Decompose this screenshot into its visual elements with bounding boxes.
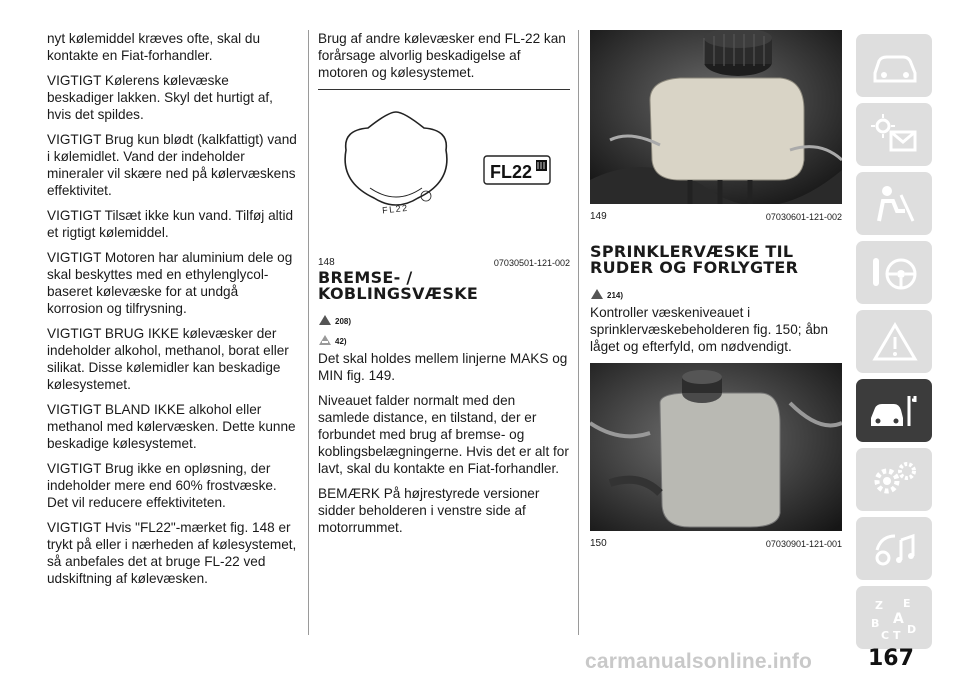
tab-index[interactable]	[856, 586, 932, 649]
figure-code: 07030901-121-001	[765, 538, 842, 549]
safety-airbag-icon	[867, 181, 921, 227]
column-divider	[578, 30, 579, 635]
paragraph: VIGTIGT Brug kun blødt (kalkfattigt) vand i kølemidlet. Vand der indeholder mineraler vil skære ned på kølervæskens effektivitet.	[47, 132, 297, 198]
paragraph: Brug af andre kølevæsker end FL-22 kan forårsage alvorlig beskadigelse af motoren og kølesystemet.	[318, 31, 566, 80]
figure-150	[590, 363, 842, 549]
paragraph: Niveauet falder normalt med den samlede distance, en tilstand, der er forbundet med brug af bremse- og koblingsbelægningerne. Hvis det er alt for lavt, skal du kontakte en Fiat-forhandler.	[318, 393, 569, 476]
svg-text:C: C	[881, 628, 890, 641]
paragraph: VIGTIGT Brug ikke en opløsning, der indeholder mere end 60% frostvæske. Det vil reducere effektiviteten.	[47, 461, 277, 510]
tab-warning-lights[interactable]	[856, 103, 932, 166]
figure-caption	[318, 257, 570, 268]
tab-safety[interactable]	[856, 172, 932, 235]
steering-key-icon	[867, 250, 921, 296]
watermark: carmanualsonline.info	[585, 650, 813, 673]
tab-car-dashboard[interactable]	[856, 34, 932, 97]
brake-fluid-reservoir-photo	[590, 30, 842, 204]
paragraph: nyt kølemiddel kræves ofte, skal du kontakte en Fiat-forhandler.	[47, 31, 261, 63]
section-heading: SPRINKLERVÆSKE TIL RUDER OG FORLYGTER	[590, 242, 799, 277]
caution-ref: 42)	[318, 330, 570, 346]
figure-code: 07030501-121-002	[493, 257, 570, 268]
section-heading: BREMSE- / KOBLINGSVÆSKE	[318, 268, 479, 303]
car-maintenance-icon	[867, 388, 921, 434]
paragraph: VIGTIGT Kølerens kølevæske beskadiger lakken. Skyl det hurtigt af, hvis det spildes.	[47, 73, 273, 122]
figure-caption	[590, 211, 842, 222]
page-number: 167	[868, 646, 914, 671]
fl22-badge: FL22	[490, 162, 533, 182]
figure-148	[318, 90, 570, 268]
index-letters-icon	[867, 595, 921, 641]
cap-label: FL22	[381, 202, 410, 216]
figure-number: 148	[318, 257, 335, 268]
tab-starting-driving[interactable]	[856, 241, 932, 304]
tab-emergency[interactable]	[856, 310, 932, 373]
paragraph: VIGTIGT Tilsæt ikke kun vand. Tilføj altid et rigtigt kølemiddel.	[47, 208, 294, 240]
figure-number: 150	[590, 538, 607, 549]
tab-multimedia[interactable]	[856, 517, 932, 580]
chapter-sidebar	[856, 34, 932, 655]
figure-149	[590, 30, 842, 222]
middle-column	[318, 30, 570, 544]
tab-maintenance-care[interactable]	[856, 379, 932, 442]
caution-car-icon	[318, 334, 332, 346]
coolant-cap-illustration	[318, 90, 570, 250]
svg-text:D: D	[907, 622, 917, 636]
left-column	[47, 30, 297, 595]
figure-code: 07030601-121-002	[765, 211, 842, 222]
multimedia-icon	[867, 526, 921, 572]
technical-specs-gears-icon	[867, 457, 921, 503]
svg-text:T: T	[893, 628, 901, 641]
car-dashboard-icon	[867, 43, 921, 89]
washer-fluid-reservoir-photo	[590, 363, 842, 531]
paragraph: BEMÆRK På højrestyrede versioner sidder beholderen i venstre side af motorrummet.	[318, 486, 540, 535]
tab-technical-specs[interactable]	[856, 448, 932, 511]
paragraph: VIGTIGT BRUG IKKE kølevæsker der indeholder alkohol, methanol, borat eller silikat. Disse kølemidler kan beskadige kølesystemet.	[47, 326, 289, 392]
column-divider	[308, 30, 309, 635]
figure-caption	[590, 538, 842, 549]
warning-ref: 214)	[590, 284, 842, 300]
warning-lights-icon	[867, 112, 921, 158]
warning-triangle-icon	[318, 314, 332, 326]
paragraph: VIGTIGT Hvis "FL22"-mærket fig. 148 er trykt på eller i nærheden af kølesystemet, så anbefales det at bruge FL-22 ved udskiftning af kølevæsken.	[47, 520, 297, 586]
right-column	[590, 30, 842, 549]
paragraph: Kontroller væskeniveauet i sprinklervæskebeholderen fig. 150; åbn låget og efterfyld, om nødvendigt.	[590, 305, 829, 354]
hazard-breakdown-icon	[867, 319, 921, 365]
svg-text:B: B	[871, 616, 880, 630]
paragraph: VIGTIGT Motoren har aluminium dele og skal beskyttes med en ethylenglycol-baseret kølevæske for at undgå korrosion og tilfrysning.	[47, 250, 293, 316]
svg-text:E: E	[903, 596, 911, 610]
warning-triangle-icon	[590, 288, 604, 300]
svg-text:A: A	[893, 610, 904, 627]
paragraph: VIGTIGT BLAND IKKE alkohol eller methanol med kølervæsken. Dette kunne beskadige kølesystemet.	[47, 402, 296, 451]
svg-text:Z: Z	[875, 598, 883, 612]
paragraph: Det skal holdes mellem linjerne MAKS og MIN fig. 149.	[318, 351, 568, 383]
warning-ref: 208)	[318, 310, 570, 326]
figure-number: 149	[590, 211, 607, 222]
